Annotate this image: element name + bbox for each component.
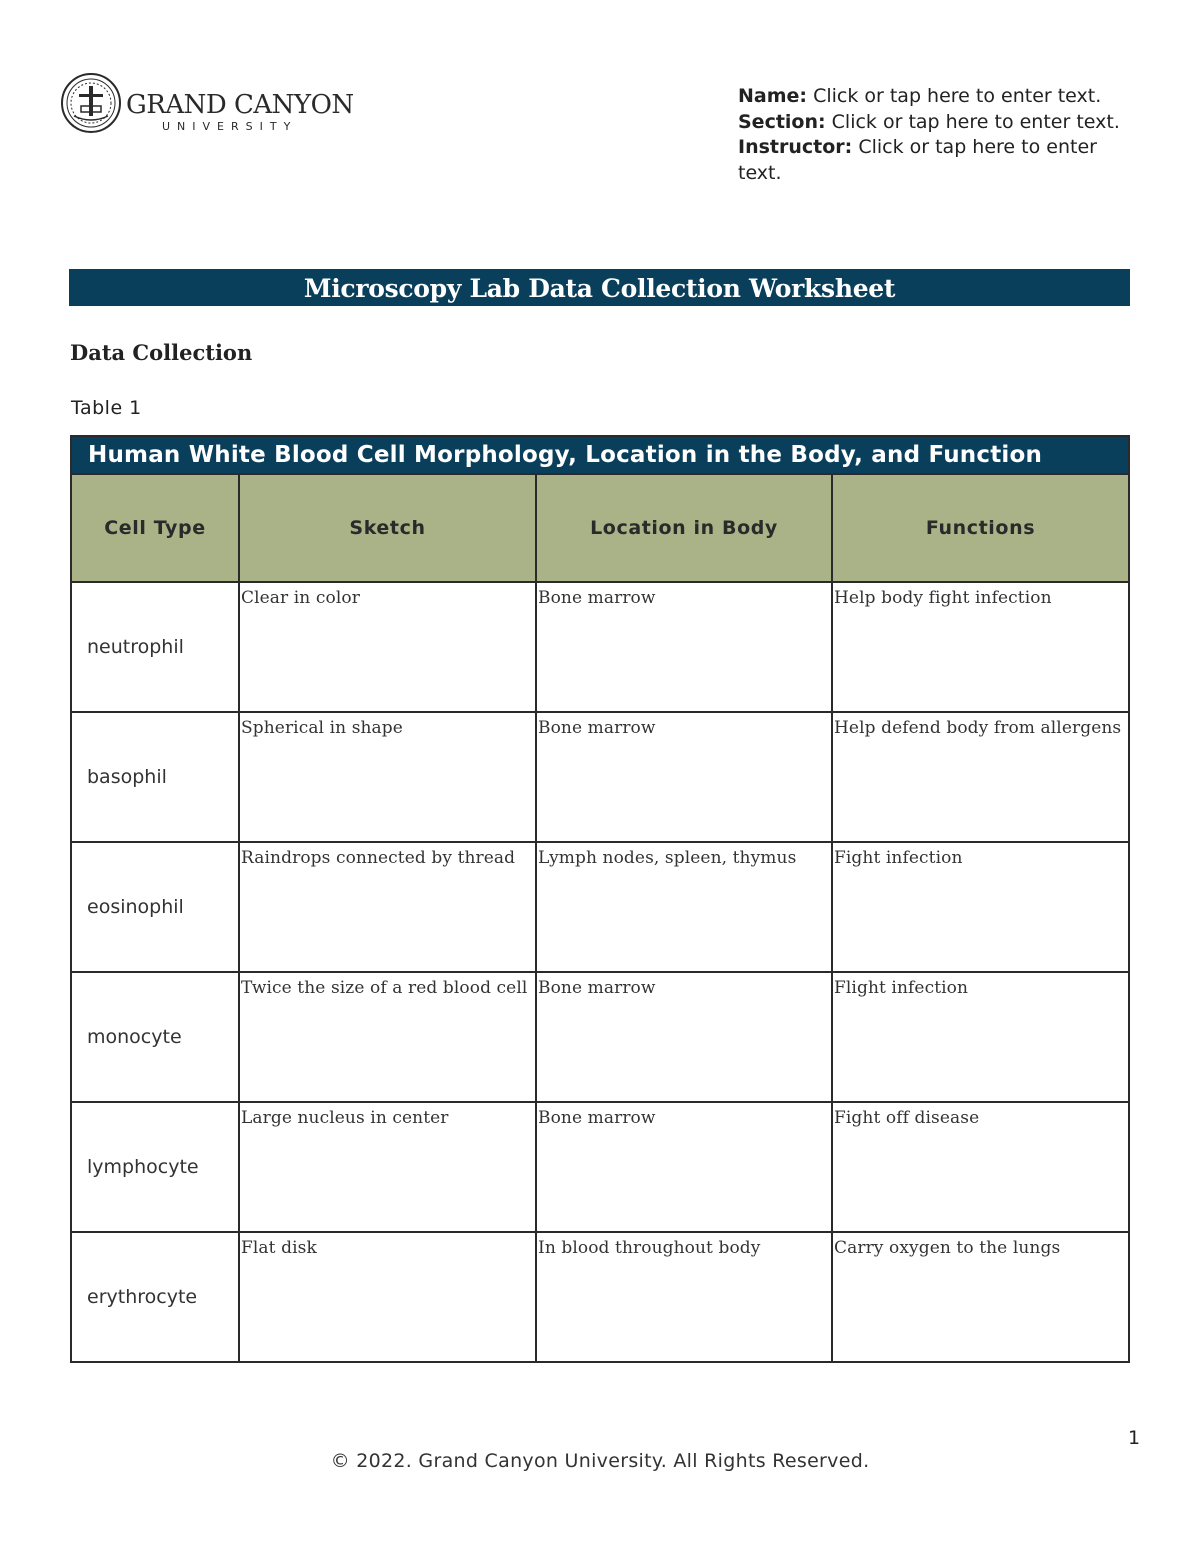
section-field[interactable]: Click or tap here to enter text. [831, 110, 1120, 133]
location-cell[interactable]: Bone marrow [536, 1102, 832, 1232]
table-row [71, 1232, 1129, 1362]
column-header-cell-type: Cell Type [71, 474, 239, 582]
cell-type: erythrocyte [71, 1232, 239, 1362]
table-label: Table 1 [71, 397, 142, 419]
table-row [71, 582, 1129, 712]
student-info-block [738, 84, 1138, 186]
worksheet-title-banner [69, 269, 1130, 306]
function-cell[interactable]: Fight off disease [832, 1102, 1129, 1232]
location-cell[interactable]: Lymph nodes, spleen, thymus [536, 842, 832, 972]
name-label: Name: [738, 85, 808, 107]
location-cell[interactable]: Bone marrow [536, 712, 832, 842]
table-row [71, 1102, 1129, 1232]
section-heading: Data Collection [70, 340, 253, 365]
cell-type: monocyte [71, 972, 239, 1102]
worksheet-title: Microscopy Lab Data Collection Worksheet [303, 274, 896, 303]
section-line [738, 110, 1138, 136]
location-cell[interactable]: Bone marrow [536, 972, 832, 1102]
location-cell[interactable]: In blood throughout body [536, 1232, 832, 1362]
name-field[interactable]: Click or tap here to enter text. [813, 85, 1102, 107]
cell-type: lymphocyte [71, 1102, 239, 1232]
sketch-cell[interactable]: Clear in color [239, 582, 536, 712]
table-caption-row [71, 436, 1129, 474]
instructor-field[interactable]: Click or tap here to enter text. [738, 136, 1097, 184]
location-cell[interactable]: Bone marrow [536, 582, 832, 712]
logo-wordmark: GRAND CANYON [126, 90, 354, 120]
function-cell[interactable]: Flight infection [832, 972, 1129, 1102]
sketch-cell[interactable]: Large nucleus in center [239, 1102, 536, 1232]
column-header-functions: Functions [832, 474, 1129, 582]
table-header-row [71, 474, 1129, 582]
function-cell[interactable]: Help defend body from allergens [832, 712, 1129, 842]
page-number: 1 [1128, 1427, 1141, 1449]
cell-type: neutrophil [71, 582, 239, 712]
table-row [71, 712, 1129, 842]
table-caption: Human White Blood Cell Morphology, Location in the Body, and Function [71, 436, 1129, 474]
function-cell[interactable]: Help body fight infection [832, 582, 1129, 712]
column-header-location: Location in Body [536, 474, 832, 582]
university-seal-icon [60, 72, 122, 134]
function-cell[interactable]: Carry oxygen to the lungs [832, 1232, 1129, 1362]
sketch-cell[interactable]: Flat disk [239, 1232, 536, 1362]
column-header-sketch: Sketch [239, 474, 536, 582]
instructor-label: Instructor: [738, 136, 853, 158]
instructor-line [738, 135, 1138, 186]
function-cell[interactable]: Fight infection [832, 842, 1129, 972]
name-line [738, 84, 1138, 110]
table-row [71, 972, 1129, 1102]
sketch-cell[interactable]: Twice the size of a red blood cell [239, 972, 536, 1102]
university-logo [60, 72, 354, 138]
sketch-cell[interactable]: Spherical in shape [239, 712, 536, 842]
section-label: Section: [738, 110, 826, 133]
table-row [71, 842, 1129, 972]
wbc-data-table [70, 435, 1130, 1363]
copyright-footer: © 2022. Grand Canyon University. All Rights Reserved. [330, 1450, 870, 1472]
logo-subtext: UNIVERSITY [162, 120, 298, 133]
cell-type: eosinophil [71, 842, 239, 972]
sketch-cell[interactable]: Raindrops connected by thread [239, 842, 536, 972]
cell-type: basophil [71, 712, 239, 842]
